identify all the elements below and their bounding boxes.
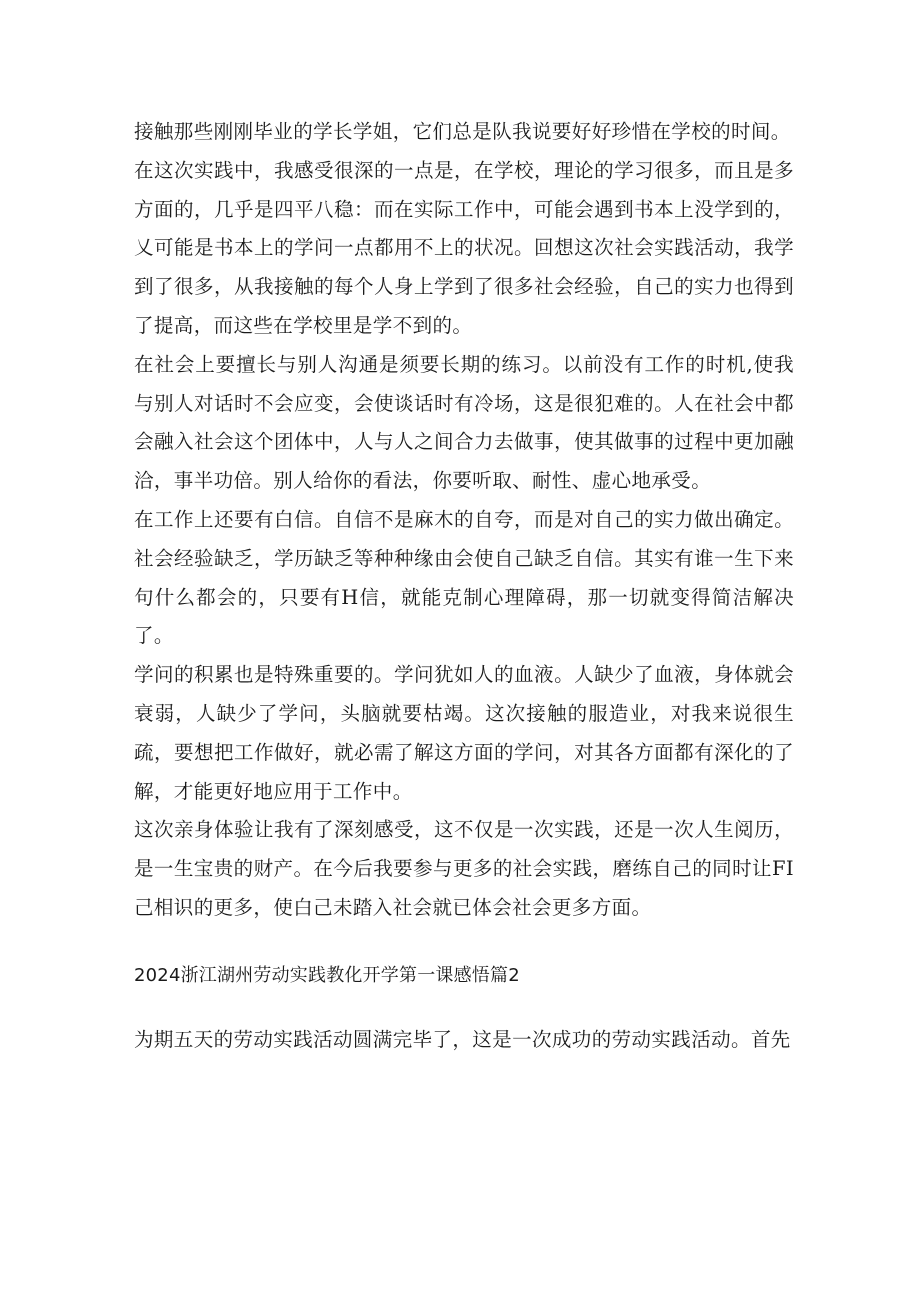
section-heading: 2024浙江湖州劳动实践教化开学第一课感悟篇2 [134,964,520,986]
paragraph: 学问的积累也是特殊重要的。学问犹如人的血液。人缺少了血液，身体就会衰弱，人缺少了学问，头脑就要枯竭。这次接触的服造业，对我来说很生疏，要想把工作做好，就必需了解这方面的学问，对其各方面都有深化的了解，才能更好地应用于工作中。 [134,663,794,803]
paragraph: 接触那些刚刚毕业的学长学姐，它们总是队我说要好好珍惜在学校的时间。 [134,120,791,143]
paragraph: 这次亲身体验让我有了深刻感受，这不仅是一次实践，还是一次人生阅历，是一生宝贵的财产。在今后我要参与更多的社会实践，磨练自己的同时让FI己相识的更多，使白己未踏入社会就已体会社会更多方面。 [134,818,794,919]
paragraph: 在工作上还要有白信。自信不是麻木的自夸，而是对自己的实力做出确定。社会经验缺乏，学历缺乏等种种缘由会使自己缺乏自信。其实有谁一生下来句什么都会的，只要有H信，就能克制心理障碍，那一切就变得简洁解决了。 [134,507,794,648]
document-page [134,113,794,1060]
paragraph: 在这次实践中，我感受很深的一点是，在学校，理论的学习很多，而且是多方面的，几乎是四平八稳：而在实际工作中，可能会遇到书本上没学到的，乂可能是书本上的学问一点都用不上的状况。回想这次社会实践活动，我学到了很多，从我接触的每个人身上学到了很多社会经验，自己的实力也得到了提高，而这些在学校里是学不到的。 [134,158,794,337]
paragraph: 为期五天的劳动实践活动圆满完毕了，这是一次成功的劳动实践活动。首先 [134,1027,791,1051]
paragraph: 在社会上要擅长与别人沟通是须要长期的练习。以前没有工作的时机,使我与别人对话时不会应变，会使谈话时有冷场，这是很犯难的。人在社会中都会融入社会这个团体中，人与人之间合力去做事，使其做事的过程中更加融洽，事半功倍。别人给你的看法，你要听取、耐性、虚心地承受。 [134,352,794,493]
